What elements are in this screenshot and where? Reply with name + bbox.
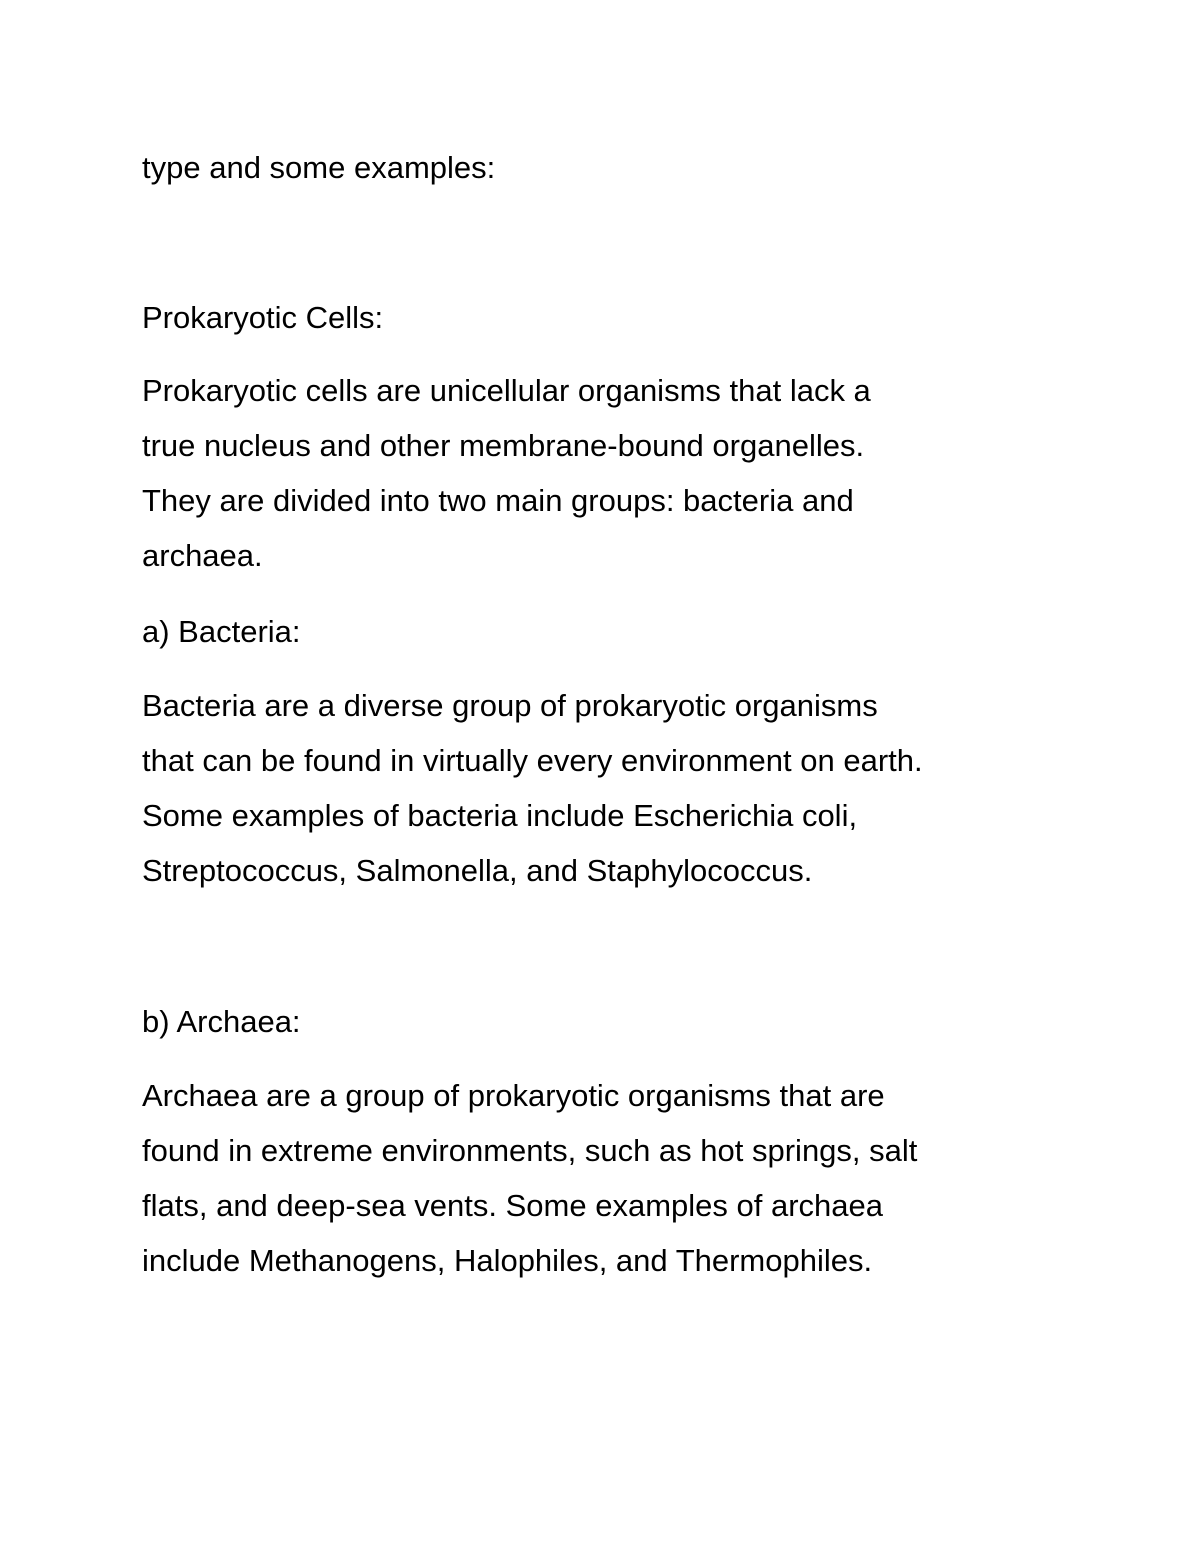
paragraph-line: flats, and deep-sea vents. Some examples of archaea [142,1188,883,1223]
paragraph-line: found in extreme environments, such as hot springs, salt [142,1133,918,1168]
section-heading-archaea: b) Archaea: [142,1004,301,1039]
paragraph-line: include Methanogens, Halophiles, and Thermophiles. [142,1243,873,1278]
section-heading-prokaryotic: Prokaryotic Cells: [142,300,384,335]
paragraph-line: true nucleus and other membrane-bound organelles. [142,428,865,463]
section-heading-bacteria: a) Bacteria: [142,614,301,649]
intro-line: type and some examples: [142,150,496,185]
paragraph-line: Streptococcus, Salmonella, and Staphylococcus. [142,853,813,888]
paragraph-line: Archaea are a group of prokaryotic organisms that are [142,1078,885,1113]
paragraph-line: They are divided into two main groups: bacteria and [142,483,854,518]
paragraph-line: that can be found in virtually every environment on earth. [142,743,923,778]
paragraph-line: archaea. [142,538,263,573]
paragraph-line: Bacteria are a diverse group of prokaryotic organisms [142,688,878,723]
paragraph-line: Some examples of bacteria include Escherichia coli, [142,798,858,833]
paragraph-line: Prokaryotic cells are unicellular organisms that lack a [142,373,871,408]
